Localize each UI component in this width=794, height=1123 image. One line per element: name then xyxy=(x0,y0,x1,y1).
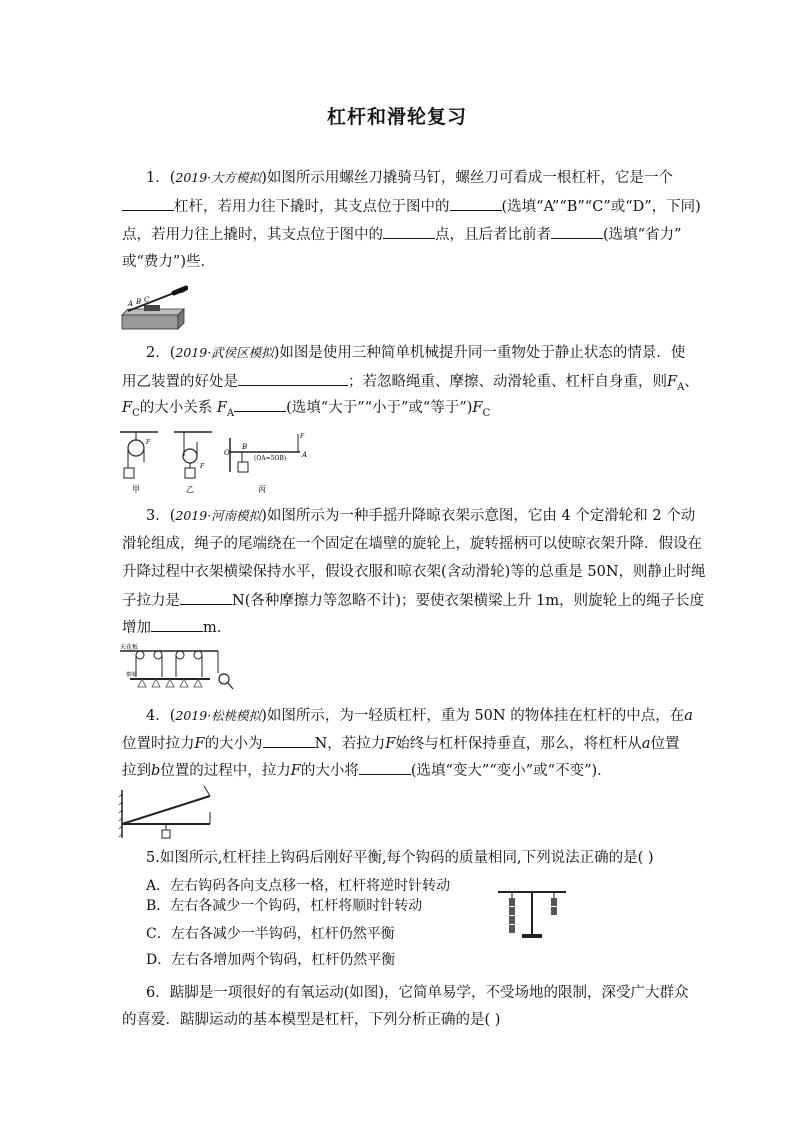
q2-force-symbol: F xyxy=(216,400,227,416)
q5-stem: 5.如图所示,杠杆挂上钩码后刚好平衡,每个钩码的质量相同,下列说法正确的是( ) xyxy=(146,850,654,866)
q1-label-c: C xyxy=(144,296,150,304)
q2-label-yi: 乙 xyxy=(186,485,194,494)
q2-label-a: A xyxy=(302,451,308,459)
q1-line-1 xyxy=(146,168,706,188)
q2-text: 的大小关系 xyxy=(139,400,213,416)
q2-fc-label: F xyxy=(300,433,305,440)
q1-screwdriver-figure xyxy=(118,285,188,331)
q4-lever-figure xyxy=(118,786,218,842)
q2-pulley-jia xyxy=(128,440,144,456)
q2-line-1 xyxy=(146,343,706,363)
q5-stand-base xyxy=(522,934,542,938)
q1-line-4 xyxy=(122,252,682,272)
q3-fixed-pulley-2 xyxy=(154,651,162,659)
q3-line-1 xyxy=(146,506,706,526)
q2-line-3 xyxy=(122,397,682,424)
q3-ceiling-label: 天花板 xyxy=(120,644,139,651)
q6-line-1: 6．踮脚是一项很好的有氧运动(如图)，它简单易学，不受场地的限制，深受广大群众 xyxy=(146,985,689,1001)
q5-option-d[interactable]: D．左右各增加两个钩码，杠杆仍然平衡 xyxy=(146,952,396,968)
q2-weight-yi xyxy=(185,468,195,478)
q2-text: 用乙装置的好处是 xyxy=(122,374,238,390)
q4-blank-2[interactable] xyxy=(359,760,411,775)
q1-label-b: B xyxy=(136,298,142,306)
q4-text: 的大小将 xyxy=(300,763,359,779)
q5-right-weight-1 xyxy=(551,898,557,906)
q5-left-weight-4 xyxy=(509,925,515,933)
q3-crank-wheel xyxy=(219,674,229,684)
q1-line-2 xyxy=(122,196,701,217)
q5-option-a[interactable]: A．左右钩码各向支点移一格，杠杆将逆时针转动 xyxy=(146,878,451,894)
q1-text: (选填“省力” xyxy=(603,227,682,243)
q5-left-weight-3 xyxy=(509,916,515,924)
q4-weight xyxy=(162,830,170,838)
q1-base-block xyxy=(122,315,178,329)
q2-label-jia: 甲 xyxy=(132,485,140,494)
q4-line-3 xyxy=(122,760,682,781)
q3-text: 子拉力是 xyxy=(122,593,180,609)
q3-crank-handle xyxy=(228,683,233,689)
q2-number: 2．( xyxy=(146,345,176,361)
q3-line-3: 升降过程中衣架横梁保持水平，假设衣服和晾衣架(含动滑轮)等的总重是 50N，则静止时绳 xyxy=(122,564,706,580)
q2-text: ；若忽略绳重、摩擦、动滑轮重、杠杆自身重，则 xyxy=(348,374,667,390)
q1-label-d: D xyxy=(180,287,186,295)
q2-text: (选填“大于”“小于”或“等于”) xyxy=(286,400,473,416)
q3-line-4 xyxy=(122,590,705,611)
q3-text: m. xyxy=(203,620,222,636)
q2-force-sub: C xyxy=(132,407,140,419)
q5-left-weight-1 xyxy=(509,898,515,906)
q4-text: 位置 xyxy=(650,736,680,752)
q2-line-2 xyxy=(122,371,699,398)
q4-number: 4．( xyxy=(146,708,176,724)
q2-weight-jia xyxy=(124,468,134,478)
q4-line-1 xyxy=(146,706,706,726)
q1-text: 点，且后者比前者 xyxy=(435,227,551,243)
q4-lever-raised xyxy=(122,796,210,824)
q2-force-symbol: F xyxy=(472,400,483,416)
q2-force-sub: A xyxy=(677,381,685,393)
q2-force-sub: A xyxy=(226,407,235,419)
q5-right-weight-2 xyxy=(551,907,557,915)
q3-fixed-pulley-3 xyxy=(176,651,184,659)
q3-text: N(各种摩擦力等忽略不计)；要使衣架横梁上升 1m，则旋轮上的绳子长度 xyxy=(232,593,705,609)
q3-text: 增加 xyxy=(122,620,151,636)
q4-text: 的大小为 xyxy=(204,736,263,752)
q1-number: 1．( xyxy=(146,170,176,186)
q3-line-5 xyxy=(122,617,682,638)
q2-source: 2019·武侯区模拟 xyxy=(175,345,274,360)
q5-left-weight-2 xyxy=(509,907,515,915)
q2-force-symbol: F xyxy=(667,374,678,390)
q3-beam-label: 横梁 xyxy=(126,672,137,678)
q1-label-a: A xyxy=(128,300,134,308)
q4-text: 位置时拉力 xyxy=(122,736,195,752)
q4-text: )如图所示，为一轻质杠杆，重为 50N 的物体挂在杠杆的中点，在 xyxy=(261,708,685,724)
q1-blank-2[interactable] xyxy=(450,196,502,211)
q5-balance-figure xyxy=(494,884,570,942)
q2-text: 、 xyxy=(684,374,699,390)
q1-staple xyxy=(144,305,160,311)
q2-weight-bing xyxy=(238,462,248,472)
q5-option-b[interactable]: B．左右各减少一个钩码，杠杆将顺时针转动 xyxy=(146,898,423,914)
q5-option-c[interactable]: C．左右各减少一半钩码，杠杆仍然平衡 xyxy=(146,926,395,942)
q4-text: N，若拉力 xyxy=(314,736,386,752)
q2-fa-label: F xyxy=(146,439,151,446)
q3-hangers xyxy=(138,679,202,687)
q2-force-symbol: F xyxy=(122,400,133,416)
q2-force-sub: C xyxy=(482,407,491,419)
q1-text: 杠杆，若用力往下撬时，其支点位于图中的 xyxy=(174,199,450,215)
q1-blank-3[interactable] xyxy=(383,224,435,239)
q4-force-f: F xyxy=(194,736,205,752)
q1-blank-4[interactable] xyxy=(551,224,603,239)
q4-text: 拉到 xyxy=(122,763,151,779)
q6-line-2: 的喜爱．踮脚运动的基本模型是杠杆，下列分析正确的是( ) xyxy=(122,1012,501,1028)
q2-blank-1[interactable] xyxy=(238,371,348,386)
q3-clothes-rack-figure xyxy=(118,643,236,697)
q2-pulley-yi xyxy=(183,449,197,463)
q1-text: (选填“A”“B”“C”或“D”，下同) xyxy=(501,199,701,215)
q4-source: 2019·松桃模拟 xyxy=(175,708,262,723)
q3-text: )如图所示为一种手摇升降晾衣架示意图，它由 4 个定滑轮和 2 个动 xyxy=(261,508,696,524)
q4-position-b: b xyxy=(151,763,161,779)
q4-force-arrow-2 xyxy=(204,786,210,796)
q3-fixed-pulley-1 xyxy=(136,651,144,659)
q1-line-3 xyxy=(122,224,682,245)
q4-force-f: F xyxy=(385,736,396,752)
q4-text: (选填“变大”“变小”或“不变”)． xyxy=(410,763,612,779)
q4-text: 始终与杠杆保持垂直，那么，将杠杆从 xyxy=(395,736,642,752)
q1-text: 点，若用力往上撬时，其支点位于图中的 xyxy=(122,227,383,243)
q1-text: 或“费力”)些． xyxy=(122,254,215,270)
q3-source: 2019·河南模拟 xyxy=(175,508,262,523)
q4-line-2 xyxy=(122,733,682,754)
q1-source: 2019·大方模拟 xyxy=(175,170,262,185)
q2-machines-figure xyxy=(118,428,314,498)
q2-text: )如图是使用三种简单机械提升同一重物处于静止状态的情景．使 xyxy=(273,345,686,361)
q3-blank-2[interactable] xyxy=(151,617,203,632)
q1-text: )如图所示用螺丝刀撬骑马钉，螺丝刀可看成一根杠杆，它是一个 xyxy=(261,170,673,186)
q4-text: 位置的过程中，拉力 xyxy=(160,763,291,779)
q2-ratio-label: (OA=5OB) xyxy=(254,455,287,462)
q3-number: 3．( xyxy=(146,508,176,524)
q3-fixed-pulley-4 xyxy=(194,651,202,659)
q2-label-b: B xyxy=(242,443,248,451)
q2-label-bing: 丙 xyxy=(258,485,266,494)
q3-line-2: 滑轮组成，绳子的尾端绕在一个固定在墙壁的旋轮上，旋转摇柄可以使晾衣架升降．假设在 xyxy=(122,536,702,552)
q4-position-a: a xyxy=(684,708,693,724)
q2-fb-label: F xyxy=(200,463,205,470)
page-title: 杠杆和滑轮复习 xyxy=(326,106,467,128)
q2-label-o: O xyxy=(224,449,230,457)
q3-blank-1[interactable] xyxy=(180,590,232,605)
q4-position-a: a xyxy=(641,736,651,752)
q4-force-f: F xyxy=(290,763,301,779)
q4-blank-1[interactable] xyxy=(263,733,315,748)
q2-blank-2[interactable] xyxy=(234,397,286,412)
q1-blank-1[interactable] xyxy=(122,196,174,211)
